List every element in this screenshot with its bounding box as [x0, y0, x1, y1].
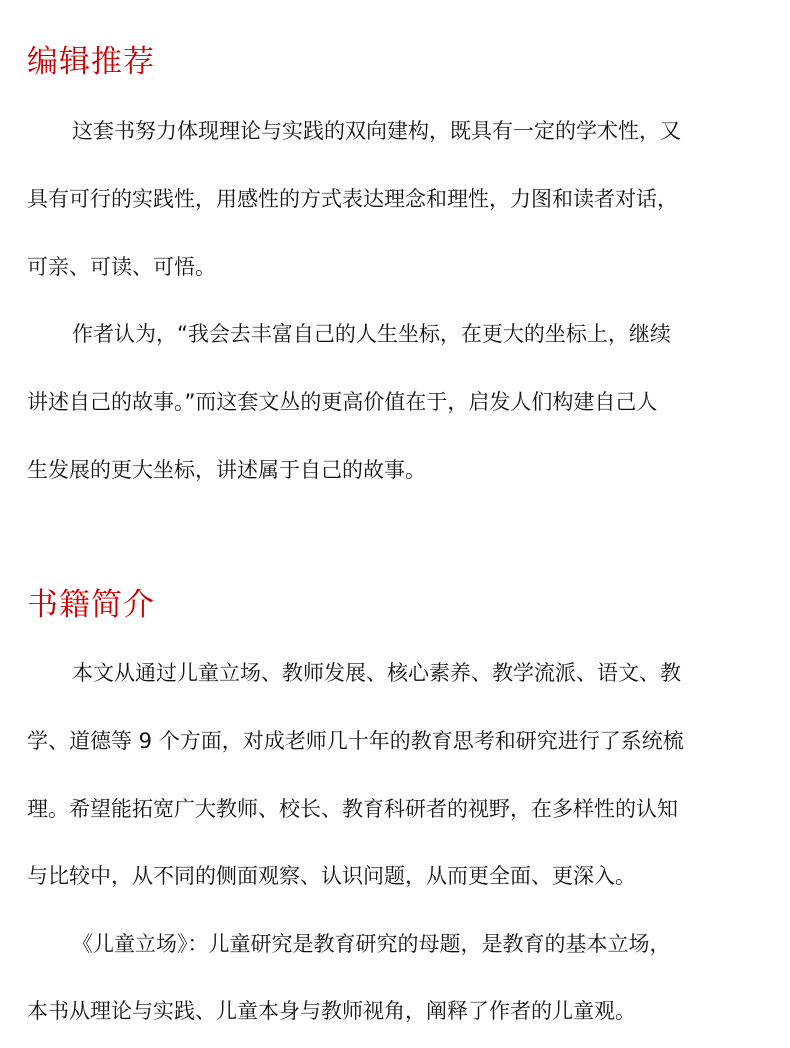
paragraph-line: 讲述自己的故事。”而这套文丛的更高价值在于，启发人们构建自己人 — [27, 390, 658, 414]
paragraph-line: 具有可行的实践性，用感性的方式表达理念和理性，力图和读者对话， — [27, 187, 678, 211]
paragraph-line: 作者认为，“我会去丰富自己的人生坐标，在更大的坐标上，继续 — [72, 322, 671, 346]
paragraph-line: 这套书努力体现理论与实践的双向建构，既具有一定的学术性，又 — [72, 119, 681, 143]
paragraph-line: 本书从理论与实践、儿童本身与教师视角，阐释了作者的儿童观。 — [27, 999, 636, 1023]
paragraph-line: 与比较中，从不同的侧面观察、认识问题，从而更全面、更深入。 — [27, 864, 636, 888]
paragraph-line: 学、道德等 9 个方面，对成老师几十年的教育思考和研究进行了系统梳 — [27, 729, 684, 753]
section-title-book-introduction: 书籍简介 — [27, 587, 155, 623]
paragraph-line: 《儿童立场》：儿童研究是教育研究的母题，是教育的基本立场， — [72, 932, 671, 956]
section-title-editor-recommendation: 编辑推荐 — [27, 44, 155, 80]
paragraph-line: 本文从通过儿童立场、教师发展、核心素养、教学流派、语文、教 — [72, 661, 681, 685]
paragraph-line: 可亲、可读、可悟。 — [27, 255, 216, 279]
paragraph-line: 理。希望能拓宽广大教师、校长、教育科研者的视野，在多样性的认知 — [27, 797, 678, 821]
paragraph-line: 生发展的更大坐标，讲述属于自己的故事。 — [27, 458, 426, 482]
